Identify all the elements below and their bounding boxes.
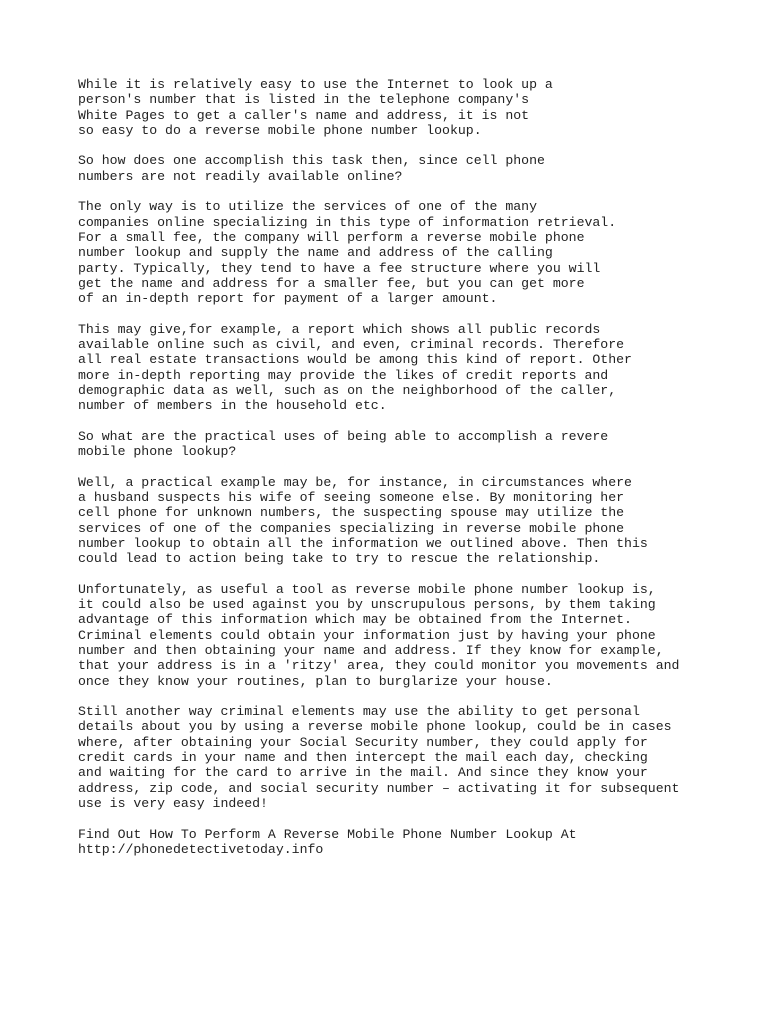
paragraph-question: So how does one accomplish this task then, since cell phone numbers are not readily available online? [78,153,545,184]
paragraph-services: The only way is to utilize the services of one of the many companies online specializing in this type of information retrieval. For a small fee, the company will perform a reverse mobile phone number lookup and supply the name and address of the calling party. Typically, they tend to have a fee structure where you will get the name and address for a smaller fee, but you can get more of an in-depth report for payment of a larger amount. [78,199,617,307]
paragraph-misuse: Unfortunately, as useful a tool as reverse mobile phone number lookup is, it could also be used against you by unscrupulous persons, by them taking advantage of this information which may be obtained from the Internet. Criminal elements could obtain your information just by having your phone number and then obtaining your name and address. If they know for example, that your address is in a 'ritzy' area, they could monitor you movements and once they know your routines, plan to burglarize your house. [78,581,680,689]
paragraph-report: This may give,for example, a report which shows all public records available online such as civil, and even, criminal records. Therefore all real estate transactions would be among this kind of report. Other more in-depth reporting may provide the likes of credit reports and demographic data as well, such as on the neighborhood of the caller, number of members in the household etc. [78,321,632,414]
paragraph-practical-question: So what are the practical uses of being able to accomplish a revere mobile phone lookup? [78,428,609,460]
paragraph-criminal-use: Still another way criminal elements may use the ability to get personal details about you by using a reverse mobile phone lookup, could be in cases where, after obtaining your Social Security number, they could apply for credit cards in your name and then intercept the mail each day, checking and waiting for the card to arrive in the mail. And since they know your address, zip code, and social security number – activating it for subsequent use is very easy indeed! [78,704,680,811]
document-body [78,77,748,872]
paragraph-link: Find Out How To Perform A Reverse Mobile Phone Number Lookup At http://phonedetectivetoday.info [78,826,577,857]
paragraph-example: Well, a practical example may be, for instance, in circumstances where a husband suspects his wife of seeing someone else. By monitoring her cell phone for unknown numbers, the suspecting spouse may utilize the services of one of the companies specializing in reverse mobile phone number lookup to obtain all the information we outlined above. Then this could lead to action being take to try to rescue the relationship. [78,474,648,567]
paragraph-intro: While it is relatively easy to use the Internet to look up a person's number that is listed in the telephone company's White Pages to get a caller's name and address, it is not so easy to do a reverse mobile phone number lookup. [78,77,553,138]
